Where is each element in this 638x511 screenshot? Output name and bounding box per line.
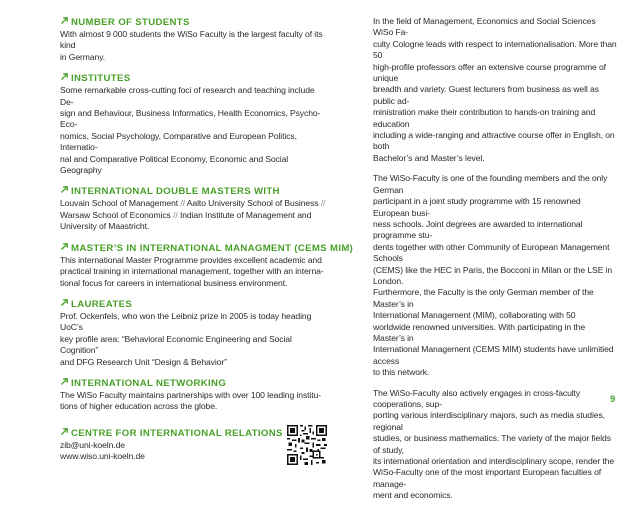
arrow-up-right-icon	[60, 72, 69, 81]
partner-name: Indian Institute of Management and	[179, 209, 312, 220]
section-body: The WiSo Faculty maintains partnerships with over 100 leading institu- tions of higher education across the globe.	[60, 389, 321, 412]
section-heading: MASTER’S IN INTERNATIONAL MANAGMENT (CEMS MIM)	[60, 242, 326, 255]
paragraph-internationalisation: In the field of Management, Economics and Social Sciences WiSo Fa- culty Cologne leads with respect to internationalisation. More than 50 high-profile professors offer an extensive course programme of unique breadth and variety. Guest lecturers from business as well as public ad- ministration make their contribution to hands-on training and education including a wide-ranging and attractive course offer in English, on both Bachelor’s and Master’s level.	[373, 16, 617, 163]
section-heading: INTERNATIONAL NETWORKING	[60, 377, 326, 390]
section-heading: CENTRE FOR INTERNATIONAL RELATIONS	[60, 427, 326, 440]
section-heading: NUMBER OF STUDENTS	[60, 16, 326, 29]
section-laureates	[60, 298, 326, 368]
partner-name: Louvain School of Management	[60, 198, 179, 209]
arrow-up-right-icon	[60, 377, 69, 386]
section-body: Some remarkable cross-cutting foci of research and teaching include De- sign and Behaviour, Business Informatics, Health Economics, Psycho-Eco- nomics, Social Psychology, Comparative and European Politics, Internatio- nal and Comparative Political Economy, Economic and Social Geography	[60, 85, 321, 176]
section-body: With almost 9 000 students the WiSo Faculty is the largest faculty of its kind in Germany.	[60, 29, 323, 62]
arrow-up-right-icon	[60, 242, 69, 251]
paragraph-cems: The WiSo-Faculty is one of the founding members and the only German participant in a joint study programme with 15 renowned European busi- ness schools. Joint degrees are awarded to international programme stu- dents together with other Community of European Management Schools (CEMS) like the HEC in Paris, the Bocconi in Milan or the LSE in London. Furthermore, the Faculty is the only German member of the Master’s in International Management (MIM), collaborating with 50 worldwide renowned universities. With participating in the Master’s in International Management (CEMS MIM) students have unlimitied access to this network.	[373, 173, 614, 378]
page-number: 9	[610, 394, 616, 405]
arrow-up-right-icon	[60, 185, 69, 194]
section-networking	[60, 377, 326, 413]
section-contact	[60, 427, 326, 463]
partner-name: Aalto University School of Business	[186, 198, 319, 209]
arrow-up-right-icon	[60, 427, 69, 436]
partner-name: Warsaw School of Economics	[60, 209, 171, 220]
section-institutes	[60, 72, 326, 176]
separator: //	[173, 209, 178, 220]
arrow-up-right-icon	[60, 298, 69, 307]
section-body: Prof. Ockenfels, who won the Leibniz prize in 2005 is today heading UoC’s key profile area: “Behavioral Economic Engineering and Social Cognition” and DFG Research Unit “Design & Behavior”	[60, 310, 312, 367]
paragraph-cross-faculty: The WiSo-Faculty also actively engages in cross-faculty cooperations, sup- porting various interdisciplinary majors, such as media studies, regional studies, or business mathematics. The variety of the major fields of study, its international orientation and interdisciplinary scope, render the WiSo-Faculty one of the most important European faculties of manage- ment and economics.	[373, 387, 615, 501]
separator: //	[180, 198, 185, 209]
website-link[interactable]: www.wiso.uni-koeln.de	[60, 451, 145, 462]
section-heading: LAUREATES	[60, 298, 326, 311]
separator: //	[320, 198, 326, 209]
partner-list	[60, 198, 326, 232]
right-column	[373, 16, 617, 511]
section-double-masters	[60, 185, 326, 232]
arrow-up-right-icon	[60, 16, 69, 25]
left-column	[60, 16, 354, 472]
qr-code-icon	[287, 425, 327, 465]
email-link[interactable]: zib@uni-koeln.de	[60, 439, 125, 450]
section-heading: INSTITUTES	[60, 72, 326, 85]
section-cems-mim	[60, 242, 354, 289]
section-heading: INTERNATIONAL DOUBLE MASTERS WITH	[60, 185, 326, 198]
section-number-of-students	[60, 16, 326, 63]
section-body: This international Master Programme provides excellent academic and practical training in international management, together with an interna- tional focus for careers in international business environment.	[60, 254, 324, 288]
partner-name: University of Maastricht.	[60, 221, 150, 232]
